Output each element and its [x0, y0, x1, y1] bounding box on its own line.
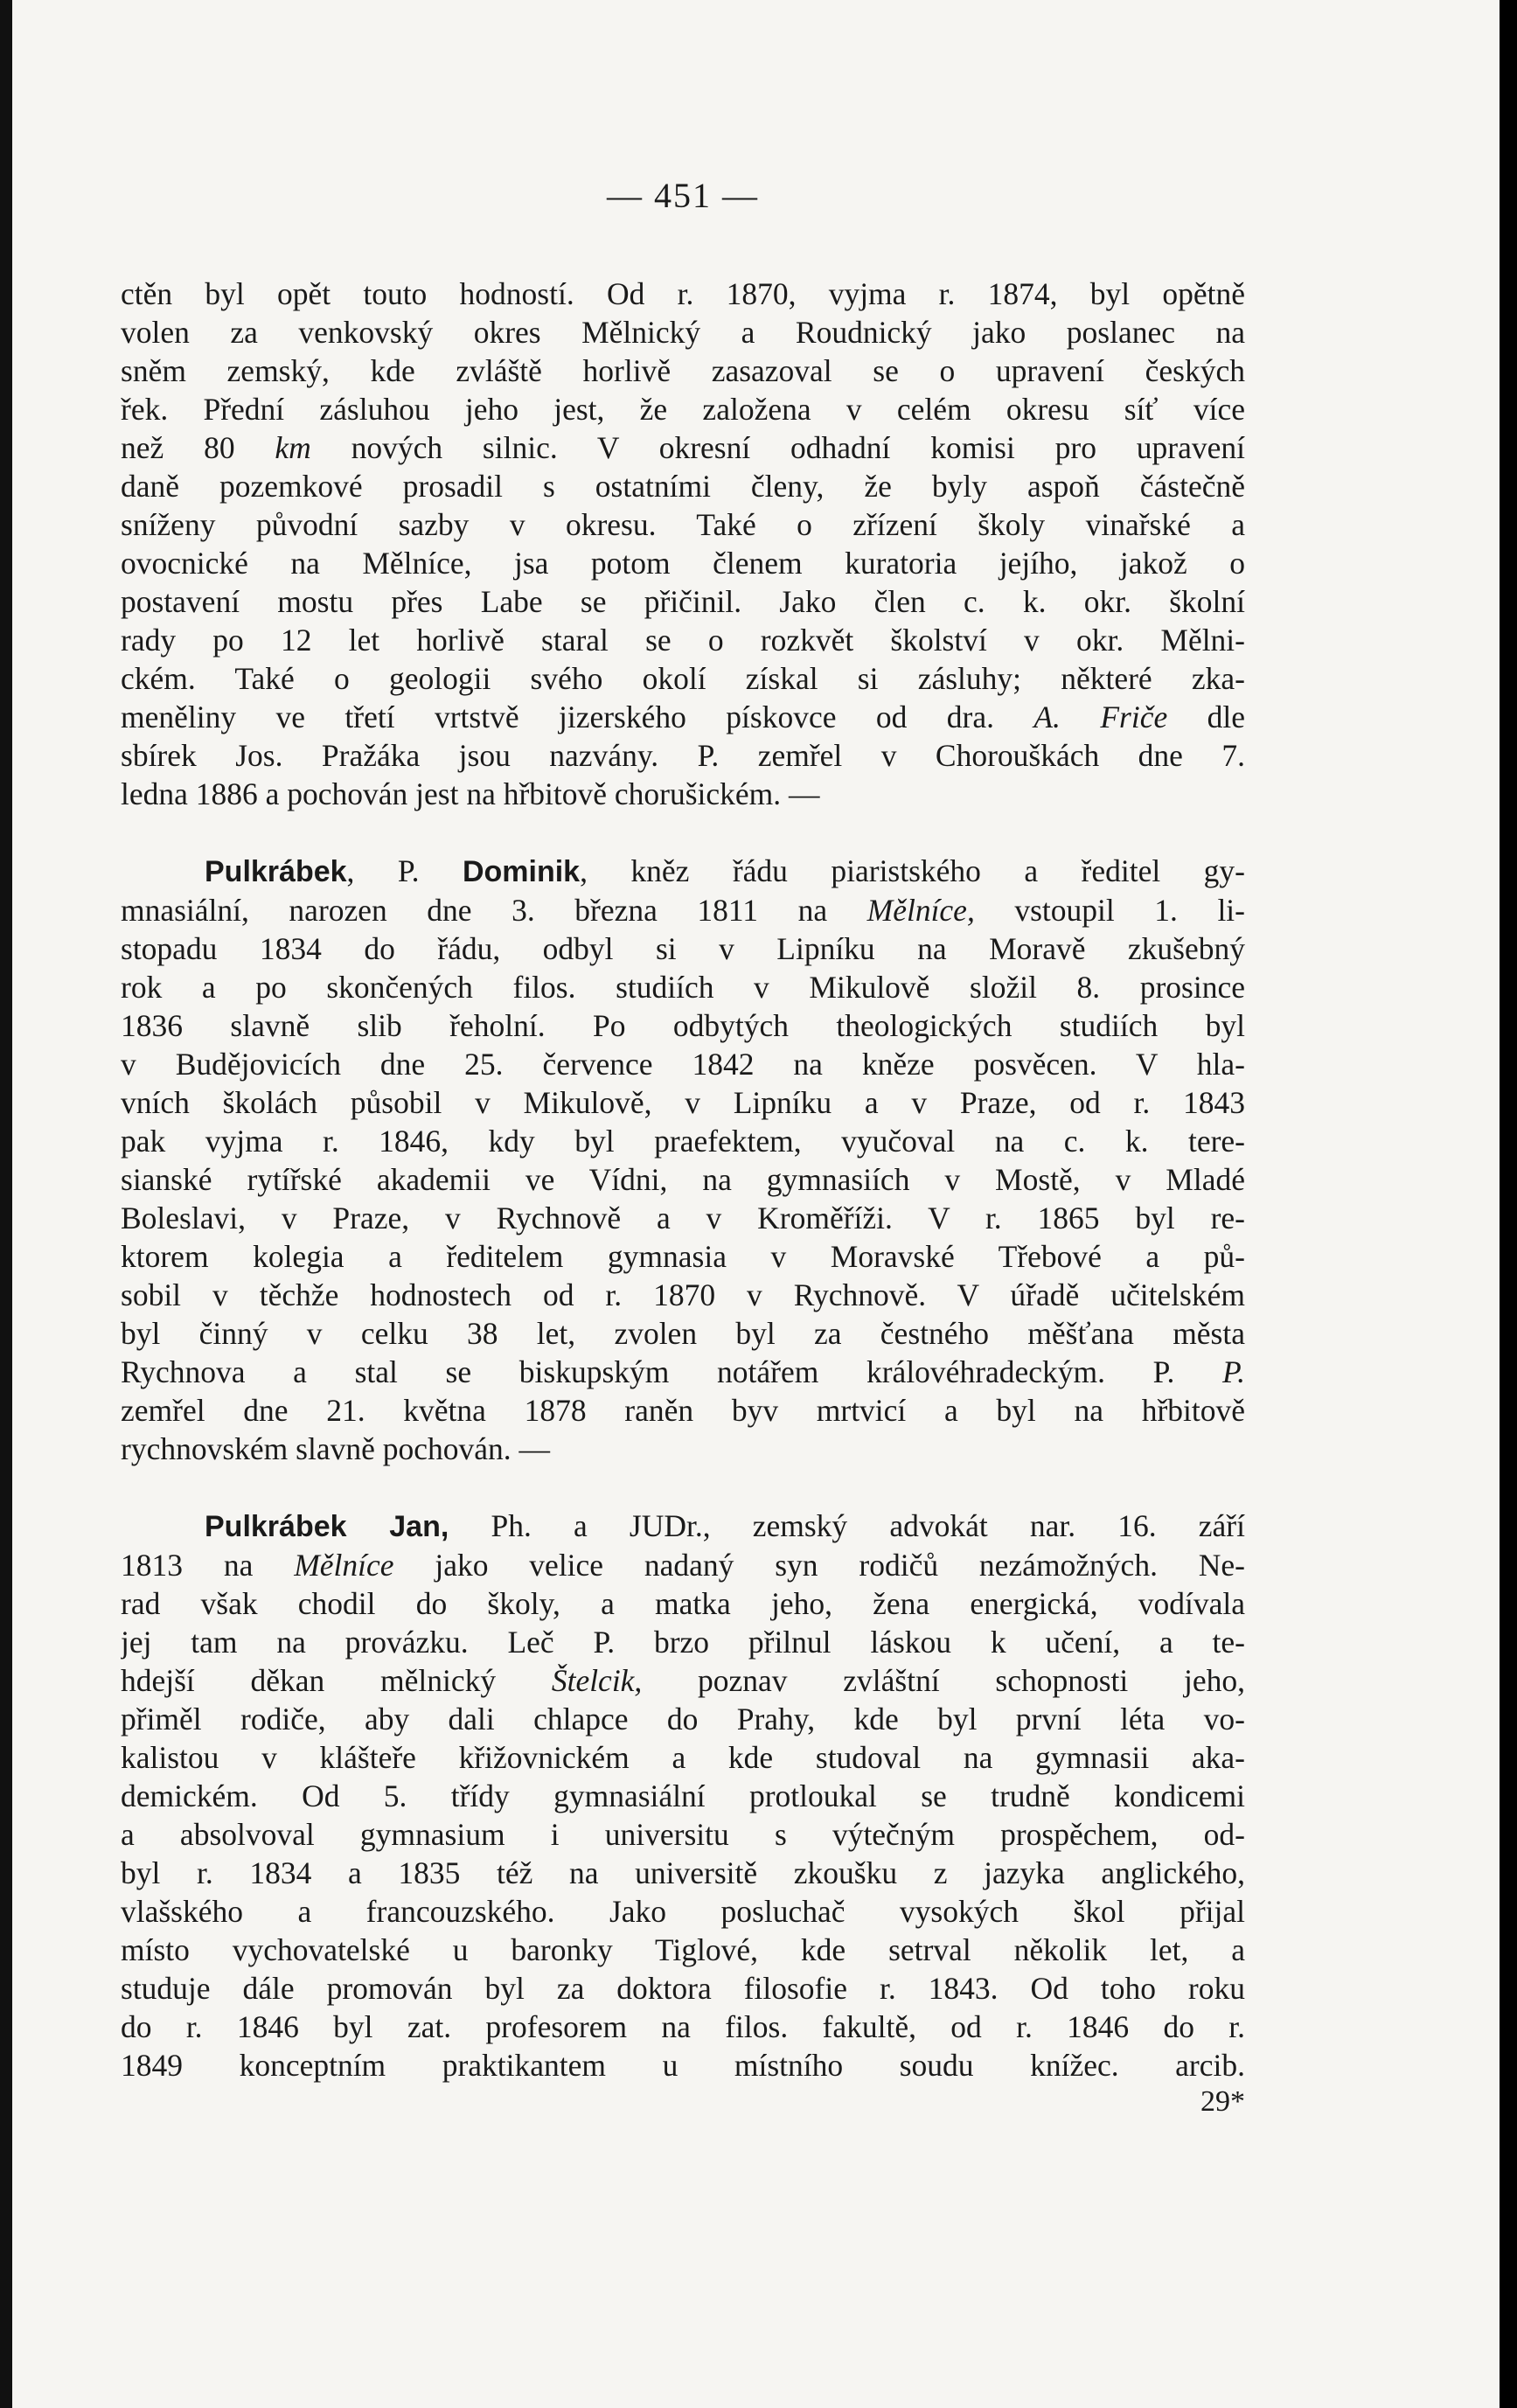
- text-span: než 80: [121, 430, 275, 465]
- text-line: [121, 1507, 1245, 1546]
- text-line: [121, 1661, 1245, 1700]
- text-line: [121, 891, 1245, 929]
- text-span: , P.: [346, 853, 463, 888]
- italic-initial: P.: [1222, 1354, 1245, 1389]
- text-span: vstoupil 1. li-: [974, 893, 1245, 928]
- signature-mark: 29*: [1200, 2085, 1245, 2118]
- text-line: volen za venkovský okres Mělnický a Roudnický jako poslanec na: [121, 315, 1245, 350]
- text-line: daně pozemkové prosadil s ostatními členy, že byly aspoň částečně: [121, 469, 1245, 504]
- entry-name: Pulkrábek: [205, 855, 347, 888]
- text-line: byl r. 1834 a 1835 též na universitě zkoušku z jazyka anglického,: [121, 1855, 1245, 1890]
- text-line: vních školách působil v Mikulově, v Lipníku a v Praze, od r. 1843: [121, 1085, 1245, 1120]
- text-line: ledna 1886 a pochován jest na hřbitově chorušickém. —: [121, 776, 820, 811]
- text-span: jako velice nadaný syn rodičů nezámožných. Ne-: [393, 1548, 1245, 1583]
- continued-entry-paragraph: [121, 275, 1245, 813]
- entry-pulkrabek-jan: [121, 1507, 1245, 2118]
- text-span: , kněz řádu piaristského a ředitel gy-: [580, 853, 1245, 888]
- text-line: [121, 1353, 1245, 1391]
- text-line: sněm zemský, kde zvláště horlivě zasazoval se o upravení českých: [121, 353, 1245, 388]
- text-line: kalistou v klášteře křižovnickém a kde studoval na gymnasii aka-: [121, 1740, 1245, 1775]
- text-line: postavení mostu přes Labe se přičinil. Jako člen c. k. okr. školní: [121, 584, 1245, 619]
- text-line: 1836 slavně slib řeholní. Po odbytých theologických studiích byl: [121, 1008, 1245, 1043]
- text-line: rok a po skončených filos. studiích v Mikulově složil 8. prosince: [121, 970, 1245, 1005]
- italic-unit: km: [275, 430, 311, 465]
- text-line: ckém. Také o geologii svého okolí získal si zásluhy; některé zka-: [121, 661, 1245, 696]
- text-line: místo vychovatelské u baronky Tiglové, kde setrval několik let, a: [121, 1932, 1245, 1967]
- text-span: hdejší děkan mělnický: [121, 1663, 552, 1698]
- text-line: rychnovském slavně pochován. —: [121, 1431, 550, 1466]
- page-number: — 451 —: [607, 176, 759, 215]
- text-line: [121, 698, 1245, 736]
- text-line: sníženy původní sazby v okresu. Také o zřízení školy vinařské a: [121, 507, 1245, 542]
- text-span: 1813 na: [121, 1548, 295, 1583]
- entry-pulkrabek-dominik: [121, 852, 1245, 1468]
- entry-name: Dominik: [462, 855, 581, 888]
- italic-name: A. Friče: [1033, 699, 1168, 734]
- text-line: 1849 konceptním praktikantem u místního soudu knížec. arcib.: [121, 2048, 1245, 2083]
- text-line: vlašského a francouzského. Jako posluchač vysokých škol přijal: [121, 1894, 1245, 1929]
- scan-right-edge: [1500, 0, 1517, 2408]
- italic-place: Mělníce,: [866, 893, 975, 928]
- text-line: rad však chodil do školy, a matka jeho, žena energická, vodívala: [121, 1586, 1245, 1621]
- text-line: přiměl rodiče, aby dali chlapce do Prahy, kde byl první léta vo-: [121, 1702, 1245, 1736]
- text-span: dle: [1167, 699, 1245, 734]
- text-line: ctěn byl opět touto hodností. Od r. 1870, vyjma r. 1874, byl opětně: [121, 276, 1245, 311]
- text-line: stopadu 1834 do řádu, odbyl si v Lipníku na Moravě zkušebný: [121, 931, 1245, 966]
- text-line: rady po 12 let horlivě staral se o rozkvět školství v okr. Mělni-: [121, 623, 1245, 658]
- text-line: ovocnické na Mělníce, jsa potom členem kuratoria jejího, jakož o: [121, 546, 1245, 581]
- text-span: Ph. a JUDr., zemský advokát nar. 16. září: [449, 1508, 1245, 1543]
- text-line: pak vyjma r. 1846, kdy byl praefektem, vyučoval na c. k. tere-: [121, 1124, 1245, 1159]
- text-line: v Budějovicích dne 25. července 1842 na kněze posvěcen. V hla-: [121, 1047, 1245, 1082]
- text-column: [121, 175, 1245, 2123]
- italic-name: Štelcik,: [551, 1663, 643, 1698]
- text-line: jej tam na provázku. Leč P. brzo přilnul láskou k učení, a te-: [121, 1625, 1245, 1660]
- italic-place: Mělníce: [294, 1548, 394, 1583]
- text-span: poznav zvláštní schopnosti jeho,: [642, 1663, 1245, 1698]
- text-line: studuje dále promován byl za doktora filosofie r. 1843. Od toho roku: [121, 1971, 1245, 2006]
- book-page: [12, 0, 1500, 2408]
- text-line: demickém. Od 5. třídy gymnasiální protloukal se trudně kondicemi: [121, 1778, 1245, 1813]
- text-span: mnasiální, narozen dne 3. března 1811 na: [121, 893, 867, 928]
- scan-left-edge: [0, 0, 12, 2408]
- text-line: do r. 1846 byl zat. profesorem na filos. fakultě, od r. 1846 do r.: [121, 2009, 1245, 2044]
- text-line: a absolvoval gymnasium i universitu s výtečným prospěchem, od-: [121, 1817, 1245, 1852]
- text-line: byl činný v celku 38 let, zvolen byl za čestného měšťana města: [121, 1316, 1245, 1351]
- text-line: sobil v těchže hodnostech od r. 1870 v Rychnově. V úřadě učitelském: [121, 1277, 1245, 1312]
- text-span: nových silnic. V okresní odhadní komisi pro upravení: [310, 430, 1245, 465]
- text-line: sianské rytířské akademii ve Vídni, na gymnasiích v Mostě, v Mladé: [121, 1162, 1245, 1197]
- text-line: řek. Přední zásluhou jeho jest, že založena v celém okresu síť více: [121, 392, 1245, 427]
- text-span: Rychnova a stal se biskupským notářem královéhradeckým. P.: [121, 1354, 1223, 1389]
- text-line: [121, 1546, 1245, 1584]
- text-line: Boleslavi, v Praze, v Rychnově a v Kroměříži. V r. 1865 byl re-: [121, 1201, 1245, 1235]
- text-line: [121, 852, 1245, 891]
- text-line: [121, 428, 1245, 467]
- text-span: meněliny ve třetí vrtstvě jizerského pískovce od dra.: [121, 699, 1034, 734]
- text-line: zemřel dne 21. května 1878 raněn byv mrtvicí a byl na hřbitově: [121, 1393, 1245, 1428]
- text-line: ktorem kolegia a ředitelem gymnasia v Moravské Třebové a pů-: [121, 1239, 1245, 1274]
- entry-name: Pulkrábek Jan,: [205, 1510, 449, 1543]
- text-line: sbírek Jos. Pražáka jsou nazvány. P. zemřel v Chorouškách dne 7.: [121, 738, 1245, 773]
